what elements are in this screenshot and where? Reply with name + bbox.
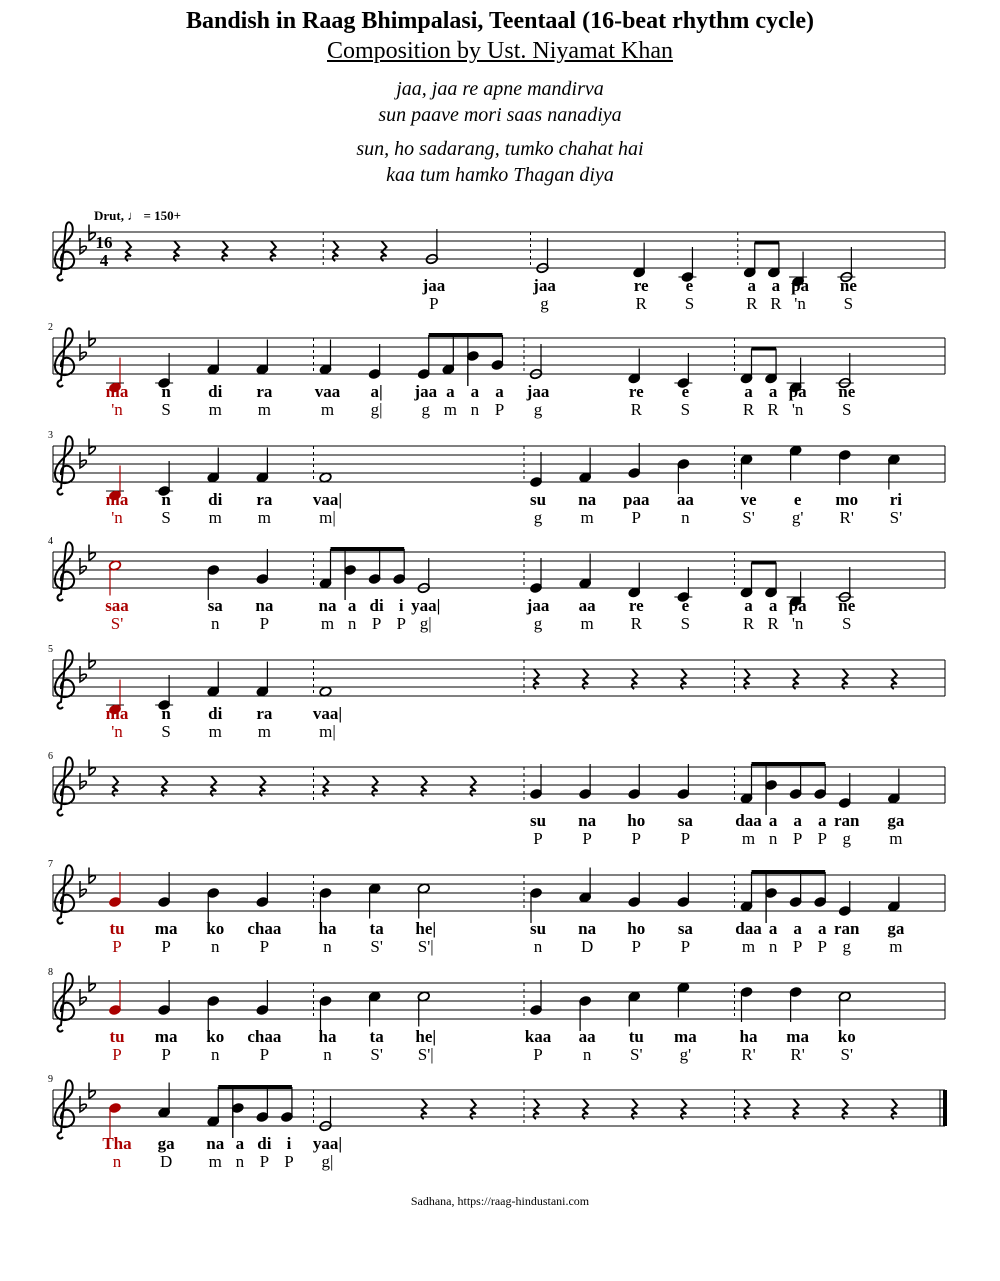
lyric-syllable: pa [791,276,810,295]
sargam-note: S [684,294,695,313]
flat-sign [80,666,86,682]
sargam-note: m [889,937,903,956]
measure-number: 3 [48,430,53,441]
lyric-syllable: yaa| [411,596,441,615]
lyric-syllable: tu [628,1027,644,1046]
measure-number: 5 [48,644,53,655]
sargam-note: S'| [417,937,434,956]
quarter-rest [681,1099,686,1119]
sargam-note: g [842,937,851,956]
flat-sign [80,558,86,574]
sargam-note: g [842,829,851,848]
lyric-syllable: ve [740,490,757,509]
sargam-note: g' [791,508,804,527]
quarter-rest [372,776,377,796]
treble-clef [55,973,74,1031]
lyric-syllable: sa [677,919,693,938]
sargam-note: P [533,829,543,848]
quarter-rest [211,776,216,796]
lyric-syllable: ha [318,919,337,938]
quarter-rest [793,1099,798,1119]
lyric-syllable: ha [318,1027,337,1046]
lyric-syllable: kaa [524,1027,552,1046]
lyric-syllable: e [681,382,690,401]
lyric-syllable: ma [105,382,129,401]
sargam-note: P [259,614,270,633]
lyric-syllable: a [446,382,455,401]
lyric-syllable: a [768,919,778,938]
lyric-syllable: na [578,490,597,509]
lyric-syllable: ran [834,919,860,938]
sargam-note: n [235,1152,245,1171]
lyric-syllable: ga [887,919,905,938]
sargam-note: R' [741,1045,756,1064]
quarter-rest [421,776,426,796]
lyric-syllable: ra [256,382,273,401]
lyric-syllable: su [529,919,547,938]
lyric-syllable: a [470,382,480,401]
measure-number: 2 [48,322,53,333]
lyric-syllable: a [768,596,778,615]
lyric-syllable: ne [838,596,856,615]
sargam-note: D [580,937,594,956]
flat-sign [80,452,86,468]
lyric-syllable: he| [415,919,437,938]
lyric-syllable: su [529,490,547,509]
lyric-syllable: paa [623,490,650,509]
lyric-syllable: vaa| [312,704,343,723]
measure-number: 8 [48,967,53,978]
lyric-syllable: ma [105,490,129,509]
lyric-syllable: tu [109,1027,125,1046]
sargam-note: P [792,829,803,848]
treble-clef [55,757,74,815]
sargam-note: g| [321,1152,334,1171]
sargam-note: g [533,400,543,419]
lyric-syllable: a [793,811,802,830]
quarter-rest [744,669,749,689]
sargam-note: P [817,829,827,848]
quarter-rest [681,669,686,689]
lyric-syllable: ha [739,1027,758,1046]
sargam-note: S' [370,1045,383,1064]
sargam-note: P [533,1045,543,1064]
lyric-syllable: di [257,1134,272,1153]
sargam-note: n [347,614,357,633]
quarter-rest [260,776,265,796]
flat-sign [80,344,86,360]
sargam-note: g| [419,614,432,633]
lyric-syllable: na [578,811,597,830]
lyric-syllable: vaa [314,382,341,401]
lyric-syllable: ga [157,1134,175,1153]
lyric-syllable: sa [677,811,693,830]
quarter-rest [632,1099,637,1119]
lyric-syllable: chaa [247,919,282,938]
sargam-note: n [470,400,480,419]
sargam-note: P [631,937,641,956]
lyric-syllable: ra [256,704,273,723]
sargam-note: n [768,937,778,956]
quarter-rest [891,669,896,689]
sargam-note: P [112,1045,122,1064]
lyric-syllable: na [255,596,274,615]
sargam-note: P [259,1045,270,1064]
sargam-note: R [630,400,642,419]
sargam-note: S' [742,508,755,527]
lyric-syllable: daa [735,919,762,938]
sargam-note: P [494,400,505,419]
lyric-syllable: tu [109,919,125,938]
sargam-note: P [631,508,641,527]
note-head [319,686,332,697]
quarter-rest [744,1099,749,1119]
sargam-note: R [630,614,642,633]
treble-clef [55,1080,74,1138]
sargam-note: g [421,400,430,419]
sargam-note: P [112,937,122,956]
sargam-note: n [211,614,220,633]
sargam-note: n [323,937,332,956]
sargam-note: P [429,294,439,313]
lyric-syllable: pa [788,596,807,615]
lyric-syllable: ta [369,919,384,938]
sargam-note: 'n [111,508,123,527]
lyric-syllable: jaa [526,382,550,401]
quarter-rest [381,241,386,261]
sargam-note: R [746,294,758,313]
lyric-syllable: ri [889,490,903,509]
sargam-note: S' [840,1045,854,1064]
footer-credit: Sadhana, https://raag-hindustani.com [410,1194,590,1208]
lyric-syllable: he| [415,1027,437,1046]
treble-clef [55,222,74,280]
sargam-note: m [257,722,271,741]
sargam-note: S [161,400,171,419]
quarter-rest [470,1099,475,1119]
quarter-rest [421,1099,426,1119]
sargam-note: P [161,937,171,956]
sargam-note: P [680,829,691,848]
sargam-note: R [767,400,779,419]
lyric-syllable: a [747,276,756,295]
sargam-note: n [323,1045,332,1064]
sargam-note: n [768,829,778,848]
sargam-note: R [742,614,755,633]
lyric-syllable: a [771,276,781,295]
sargam-note: m [580,508,594,527]
sargam-note: P [396,614,406,633]
lyric-syllable: a [793,919,802,938]
lyric-syllable: a [768,382,778,401]
lyric-syllable: a [768,811,778,830]
sargam-note: S'| [417,1045,434,1064]
sargam-note: P [631,829,641,848]
sargam-note: R [770,294,782,313]
sargam-note: S [161,508,171,527]
lyric-syllable: na [318,596,337,615]
lyric-syllable: aa [578,596,596,615]
sargam-note: m| [319,722,336,741]
sargam-note: R [635,294,647,313]
lyric-syllable: a [744,596,753,615]
lyric-syllable: n [161,490,171,509]
sargam-note: 'n [791,614,804,633]
lyric-syllable: jaa [526,596,550,615]
quarter-rest [793,669,798,689]
lyric-syllable: re [633,276,649,295]
sargam-note: m [320,614,335,633]
sargam-note: P [582,829,592,848]
quarter-rest [271,241,276,261]
verse-two-line-1: sun, ho sadarang, tumko chahat hai [356,138,644,160]
sargam-note: P [371,614,382,633]
sargam-note: m [208,508,222,527]
lyric-syllable: mo [835,490,859,509]
measure-number: 6 [48,751,53,762]
quarter-rest [126,241,131,261]
lyric-syllable: su [529,811,547,830]
sargam-note: m| [319,508,336,527]
lyric-syllable: ma [105,704,129,723]
lyric-syllable: jaa [414,382,438,401]
lyric-syllable: di [369,596,384,615]
flat-sign [80,881,86,897]
lyric-syllable: re [628,382,644,401]
lyric-syllable: ma [674,1027,697,1046]
lyric-syllable: ran [834,811,860,830]
lyric-syllable: jaa [533,276,556,295]
sargam-note: n [681,508,690,527]
sargam-note: n [211,1045,220,1064]
sargam-note: 'n [111,400,123,419]
treble-clef [55,436,74,494]
sargam-note: m [741,937,756,956]
verse-two-line-2: kaa tum hamko Thagan diya [386,164,614,186]
sargam-note: m [208,1152,222,1171]
sargam-note: P [161,1045,171,1064]
lyric-syllable: ko [206,1027,225,1046]
treble-clef [55,865,74,923]
lyric-syllable: ne [839,276,857,295]
quarter-rest [583,669,588,689]
sargam-note: S' [629,1045,643,1064]
quarter-rest [583,1099,588,1119]
lyric-syllable: ma [786,1027,809,1046]
lyric-syllable: Tha [102,1134,132,1153]
sargam-note: P [792,937,803,956]
composer-credit: Composition by Ust. Niyamat Khan [327,38,673,64]
quarter-rest [174,241,179,261]
sargam-note: m [443,400,457,419]
lyric-syllable: a [495,382,504,401]
lyric-syllable: a [347,596,357,615]
sargam-note: S' [110,614,124,633]
sargam-note: m [580,614,594,633]
sargam-note: P [284,1152,294,1171]
lyric-syllable: ne [838,382,856,401]
quarter-rest [891,1099,896,1119]
sargam-note: P [817,937,827,956]
tempo-marking: Drut, ♩ = 150+ [94,208,182,223]
lyric-syllable: a [817,811,827,830]
lyric-syllable: chaa [247,1027,282,1046]
sargam-note: g [533,508,543,527]
sargam-note: S [161,722,171,741]
lyric-syllable: di [208,490,223,509]
sargam-note: P [259,937,270,956]
lyric-syllable: re [628,596,644,615]
sargam-note: n [582,1045,592,1064]
sargam-note: g| [370,400,383,419]
sargam-note: m [320,400,335,419]
quarter-rest [323,776,328,796]
lyric-syllable: ko [837,1027,856,1046]
lyric-syllable: e [793,490,802,509]
sargam-note: S' [889,508,903,527]
lyric-syllable: ko [206,919,225,938]
quarter-rest [534,1099,539,1119]
quarter-rest [842,669,847,689]
sargam-note: g' [679,1045,692,1064]
sargam-note: S [843,294,854,313]
flat-sign [80,238,86,254]
sargam-note: P [259,1152,270,1171]
quarter-rest [222,241,227,261]
quarter-rest [632,669,637,689]
sargam-note: m [257,400,271,419]
lyric-syllable: ra [256,490,273,509]
sargam-note: g [533,614,543,633]
lyric-syllable: ta [369,1027,384,1046]
lyric-syllable: n [161,382,171,401]
lyric-syllable: sa [207,596,223,615]
sargam-note: P [680,937,691,956]
lyric-syllable: a [235,1134,245,1153]
sargam-note: m [208,400,222,419]
lyric-syllable: i [398,596,404,615]
sargam-note: m [741,829,756,848]
quarter-rest [534,669,539,689]
lyric-syllable: na [206,1134,225,1153]
lyric-syllable: ma [154,1027,178,1046]
sargam-note: m [208,722,222,741]
flat-sign [80,773,86,789]
verse-one-line-1: jaa, jaa re apne mandirva [396,78,604,100]
sargam-note: R [742,400,755,419]
quarter-rest [842,1099,847,1119]
page-title: Bandish in Raag Bhimpalasi, Teentaal (16-beat rhythm cycle) [185,8,815,34]
lyric-syllable: aa [578,1027,596,1046]
sargam-note: 'n [111,722,123,741]
measure-number: 7 [48,859,53,870]
verse-one-line-2: sun paave mori saas nanadiya [378,104,622,126]
lyric-syllable: di [208,704,223,723]
sargam-note: R' [790,1045,805,1064]
quarter-rest [470,776,475,796]
lyric-syllable: pa [788,382,807,401]
lyric-syllable: ho [627,811,646,830]
lyric-syllable: n [161,704,171,723]
lyric-syllable: aa [676,490,694,509]
flat-sign [80,1096,86,1112]
time-signature-bottom: 4 [99,251,109,270]
sargam-note: 'n [794,294,806,313]
lyric-syllable: vaa| [312,490,343,509]
lyric-syllable: e [685,276,694,295]
flat-sign [80,989,86,1005]
quarter-rest [113,776,118,796]
sargam-note: S [680,400,691,419]
lyric-syllable: ma [154,919,178,938]
sargam-note: g [540,294,549,313]
lyric-syllable: jaa [422,276,446,295]
sargam-note: 'n [791,400,804,419]
lyric-syllable: a [817,919,827,938]
sargam-note: R' [839,508,854,527]
sargam-note: n [533,937,543,956]
lyric-syllable: di [208,382,223,401]
note-head [319,472,332,483]
treble-clef [55,542,74,600]
measure-number: 4 [48,536,53,547]
lyric-syllable: na [578,919,597,938]
sargam-note: S [680,614,691,633]
lyric-syllable: i [286,1134,292,1153]
sargam-note: R [767,614,779,633]
sargam-note: n [112,1152,122,1171]
lyric-syllable: yaa| [312,1134,343,1153]
sargam-note: S [842,400,852,419]
lyric-syllable: ga [887,811,905,830]
measure-number: 9 [48,1074,53,1085]
time-signature-top: 16 [95,233,113,252]
lyric-syllable: a [744,382,753,401]
lyric-syllable: daa [735,811,762,830]
quarter-rest [333,241,338,261]
sargam-note: m [257,508,271,527]
sargam-note: S [842,614,852,633]
lyric-syllable: a| [370,382,383,401]
treble-clef [55,650,74,708]
sargam-note: m [889,829,903,848]
sargam-note: S' [370,937,383,956]
sargam-note: n [211,937,220,956]
treble-clef [55,328,74,386]
lyric-syllable: e [681,596,690,615]
quarter-rest [162,776,167,796]
sargam-note: D [159,1152,173,1171]
lyric-syllable: ho [627,919,646,938]
lyric-syllable: saa [105,596,129,615]
